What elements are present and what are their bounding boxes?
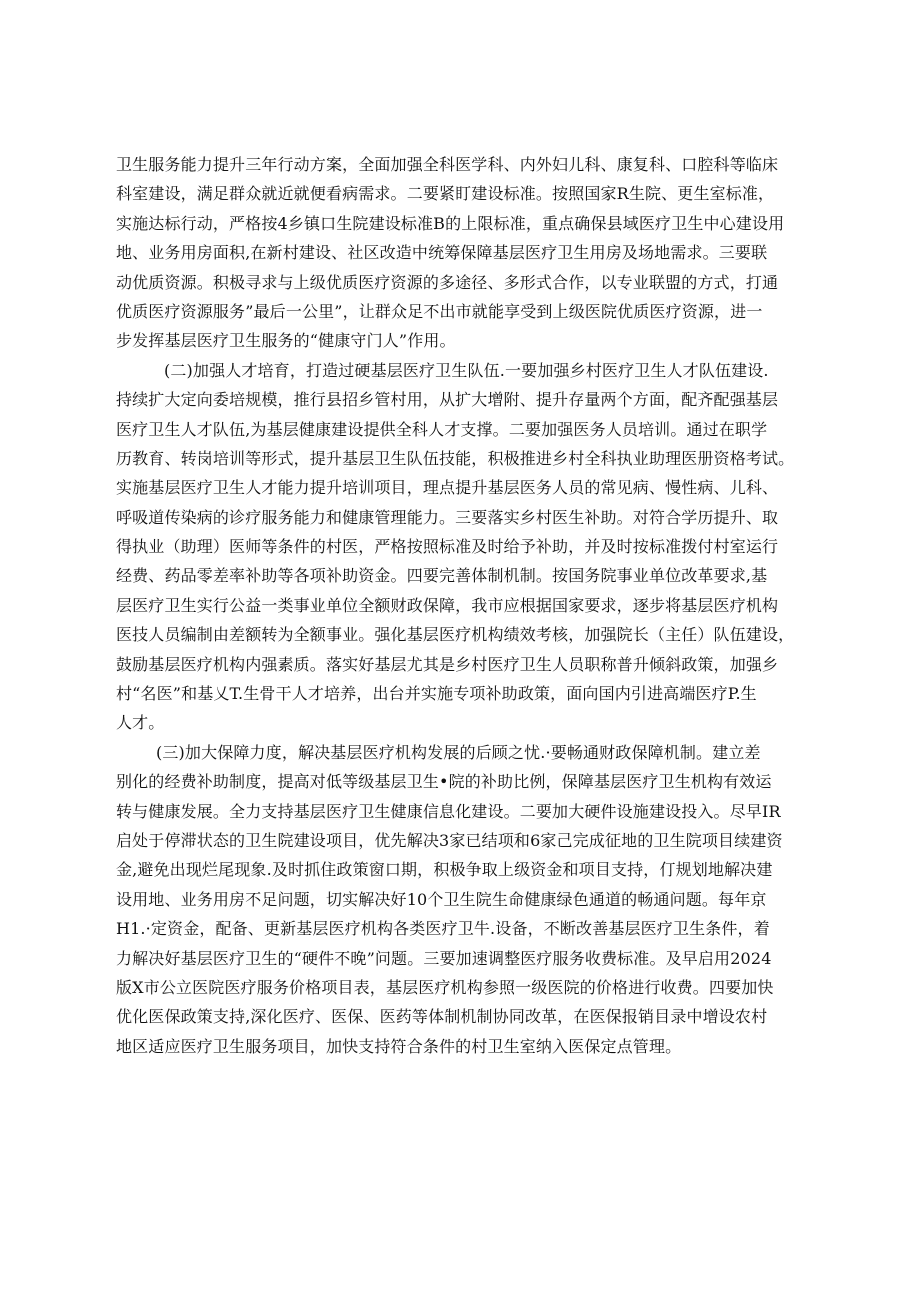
text-line: 村“名医”和基乂T.生骨干人才培养，出台并实施专项补助政策，面向国内引进高端医疗P.生 <box>116 684 757 704</box>
text-line: 地、业务用房面积,在新村建设、社区改造中统筹保障基层医疗卫生用房及场地需求。三要联 <box>116 243 768 263</box>
text-line: 层医疗卫生实行公益一类事业单位全额财政保障，我市应根据国家要求，逐步将基层医疗机构 <box>116 595 779 615</box>
text-line: 动优质资源。积极寻求与上级优质医疗资源的多途径、多形式合作，以专业联盟的方式，打通 <box>116 272 779 292</box>
paragraph-1 <box>116 150 806 356</box>
text-line: 呼吸道传染病的诊疗服务能力和健康管理能力。三要落实乡村医生补助。对符合学历提升、取 <box>116 507 779 527</box>
text-line: 历教育、转岗培训等形式，提升基层卫生队伍技能，积极推进乡村全科执业助理医册资格考试。 <box>116 448 795 468</box>
section-heading-line: (三)加大保障力度，解决基层医疗机构发展的后顾之忧.·要畅通财政保障机制。建立差 <box>156 742 761 762</box>
text-line: 经费、药品零差率补助等各项补助资金。四要完善体制机制。按国务院事业单位改革要求,基 <box>116 566 768 586</box>
text-line: 转与健康发展。全力支持基层医疗卫生健康信息化建设。二要加大硬件设施建设投入。尽早IR <box>116 801 781 821</box>
text-line: 得执业（助理）医师等条件的村医，严格按照标准及时给予补助，并及时按标准拨付村室运行 <box>116 537 779 557</box>
text-line: 优质医疗资源服务”最后一公里”，让群众足不出市就能享受到上级医院优质医疗资源，进一 <box>116 301 763 321</box>
text-line: H1.·定资金，配备、更新基层医疗机构各类医疗卫牛.设备，不断改善基层医疗卫生条件，着 <box>116 919 770 939</box>
section-heading-line: (二)加强人才培育，打造过硬基层医疗卫生队伍.一要加强乡村医疗卫生人才队伍建设. <box>164 360 769 380</box>
text-line: 别化的经费补助制度，提高对低等级基层卫生•院的补助比例，保障基层医疗卫生机构有效运 <box>116 772 772 792</box>
text-line: 力解决好基层医疗卫生的“硬件不晚”问题。三要加速调整医疗服务收费标准。及早启用2024 <box>116 948 772 968</box>
text-line: 实施达标行动，严格按4乡镇口生院建设标准B的上限标准，重点确保县域医疗卫生中心建设用 <box>116 213 785 233</box>
text-line: 优化医保政策支持,深化医疗、医保、医药等体制机制协同改革，在医保报销目录中增设农村 <box>116 1007 768 1027</box>
paragraph-3 <box>116 738 806 1061</box>
text-line: 持续扩大定向委培规模，推行县招乡管村用，从扩大增附、提升存量两个方面，配齐配强基层 <box>116 390 779 410</box>
text-line: 卫生服务能力提升三年行动方案，全面加强全科医学科、内外妇儿科、康复科、口腔科等临床 <box>116 155 779 174</box>
text-line: 地区适应医疗卫生服务项目，加快支持符合条件的村卫生室纳入医保定点管理。 <box>116 1036 682 1056</box>
text-line: 医疗卫生人才队伍,为基层健康建设提供全科人才支撑。二要加强医务人员培训。通过在职学 <box>116 419 768 439</box>
text-line: 人才。 <box>116 713 165 733</box>
text-line: 鼓励基层医疗机构内强素质。落实好基层尤其是乡村医疗卫生人员职称普升倾斜政策，加强乡 <box>116 654 779 674</box>
text-line: 医技人员编制由差额转为全额事业。强化基层医疗机构绩效考核，加强院长（主任）队伍建设， <box>116 625 795 645</box>
text-line: 步发挥基层医疗卫生服务的“健康守门人”作用。 <box>116 331 456 351</box>
text-line: 金,避免出现烂尾现象.及时抓住政策窗口期，积极争取上级资金和项目支持，仃规划地解决建 <box>116 860 773 880</box>
text-line: 启处于停滞状态的卫生院建设项目，优先解决3家已结项和6家己完成征地的卫生院项目续建资 <box>116 830 783 850</box>
text-line: 版X市公立医院医疗服务价格项目表，基层医疗机构参照一级医院的价格进行收费。四要加快 <box>116 977 774 997</box>
document-body <box>116 150 806 1061</box>
paragraph-2 <box>116 356 806 738</box>
text-line: 科室建设，满足群众就近就便看病需求。二要紧盯建设标准。按照国家R生院、更生室标准， <box>116 184 775 204</box>
text-line: 实施基层医疗卫生人才能力提升培训项目，理点提升基层医务人员的常见病、慢性病、儿科、 <box>116 478 779 498</box>
text-line: 设用地、业务用房不足问题，切实解决好10个卫生院生命健康绿色通道的畅通问题。每年京 <box>116 889 767 909</box>
